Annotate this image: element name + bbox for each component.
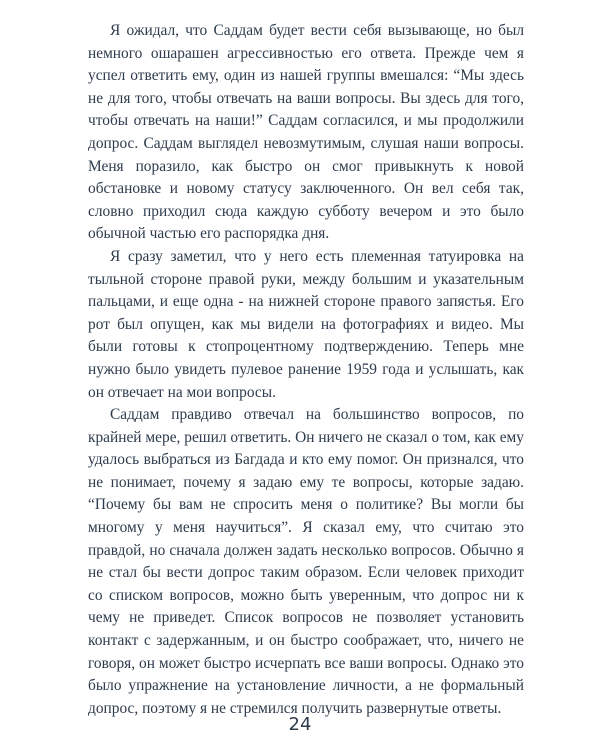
page-body xyxy=(88,20,524,720)
page-number: 24 xyxy=(288,714,312,735)
paragraph-2: Я сразу заметил, что у него есть племенная татуировка на тыльной стороне правой руки, между большим и указательным пальцами, и еще одна - на нижней стороне правого запястья. Его рот был опущен, как мы видели на фотографиях и видео. Мы были готовы к стопроцентному подтверждению. Теперь мне нужно было увидеть пулевое ранение 1959 года и услышать, как он отвечает на мои вопросы. xyxy=(88,247,524,401)
paragraph-1: Я ожидал, что Саддам будет вести себя вызывающе, но был немного ошарашен агрессивностью его ответа. Прежде чем я успел ответить ему, один из нашей группы вмешался: “Мы здесь не для того, чтобы отвечать на ваши вопросы. Вы здесь для того, чтобы отвечать на наши!” Саддам согласился, и мы продолжили допрос. Саддам выглядел невозмутимым, слушая наши вопросы. Меня поразило, как быстро он смог привыкнуть к новой обстановке и новому статусу заключенного. Он вел себя так, словно приходил сюда каждую субботу вечером и это было обычной частью его распорядка дня. xyxy=(88,22,524,243)
paragraph-3: Саддам правдиво отвечал на большинство вопросов, по крайней мере, решил ответить. Он ничего не сказал о том, как ему удалось выбраться из Багдада и кто ему помог. Он признался, что не понимает, почему я задаю ему те вопросы, которые задаю. “Почему бы вам не спросить меня о политике? Вы могли бы многому у меня научиться”. Я сказал ему, что считаю это правдой, но сначала должен задать несколько вопросов. Обычно я не стал бы вести допрос таким образом. Если человек приходит со списком вопросов, можно быть уверенным, что допрос ни к чему не приведет. Список вопросов не позволяет установить контакт с задержанным, и он быстро соображает, что, ничего не говоря, он может быстро исчерпать все ваши вопросы. Однако это было упражнение на установление личности, а не формальный допрос, поэтому я не стремился получить развернутые ответы. xyxy=(88,406,524,717)
